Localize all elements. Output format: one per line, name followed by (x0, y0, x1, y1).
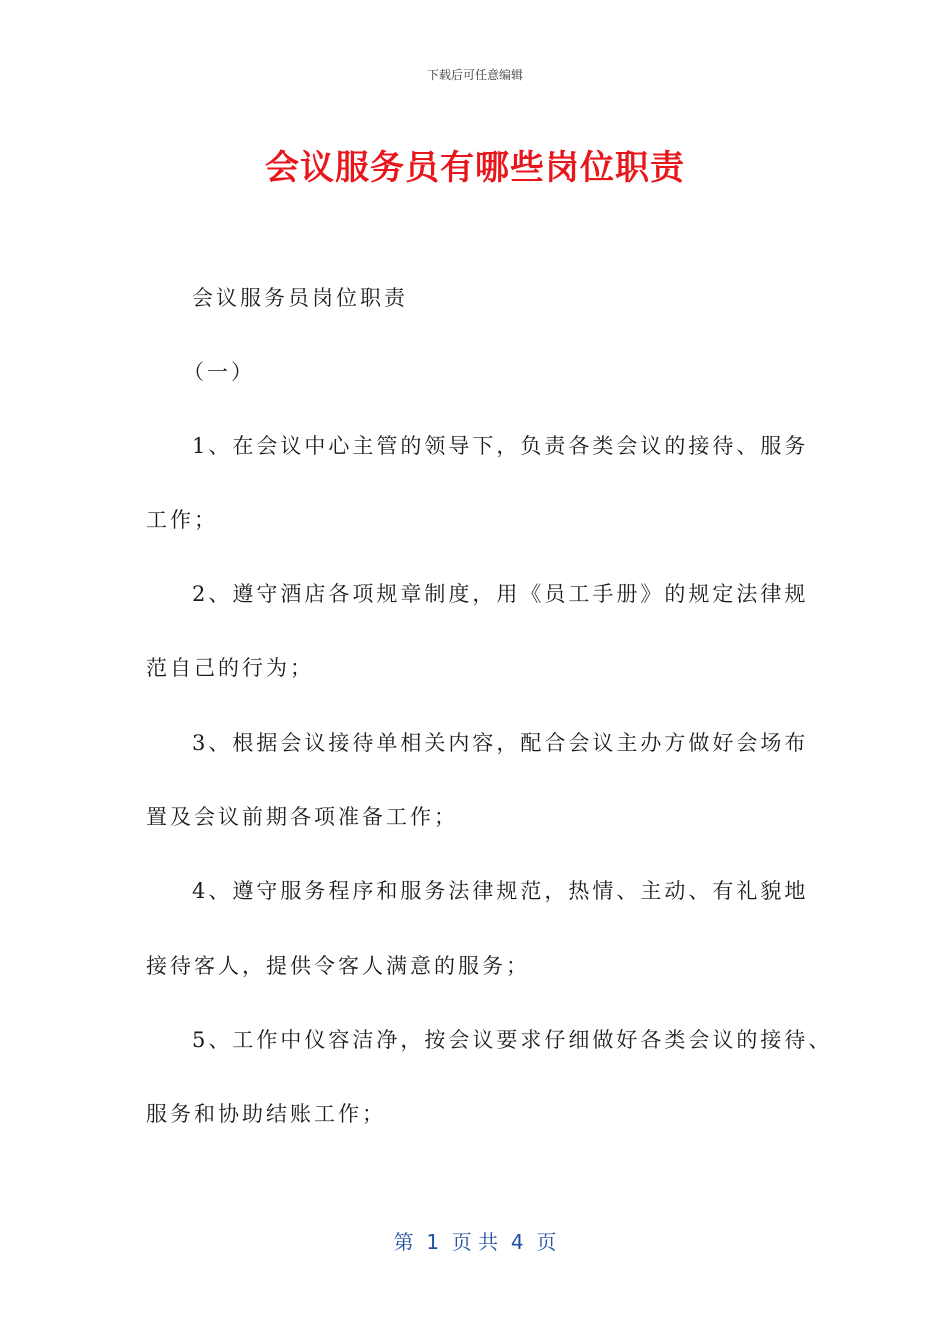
item-5-line-2: 服务和协助结账工作； (146, 1102, 386, 1126)
item-5-line-1: 5、工作中仪容洁净，按会议要求仔细做好各类会议的接待、 (192, 1028, 833, 1052)
item-4-line-1: 4、遵守服务程序和服务法律规范，热情、主动、有礼貌地 (192, 879, 809, 903)
item-4-line-2: 接待客人，提供令客人满意的服务； (146, 954, 530, 978)
item-1-line-2: 工作； (146, 508, 218, 532)
item-2-line-2: 范自己的行为； (146, 656, 314, 680)
item-2-line-1: 2、遵守酒店各项规章制度，用《员工手册》的规定法律规 (192, 582, 809, 606)
document-title: 会议服务员有哪些岗位职责 (265, 148, 685, 188)
page-footer: 第 1 页 共 4 页 (393, 1230, 557, 1254)
item-1-line-1: 1、在会议中心主管的领导下，负责各类会议的接待、服务 (192, 434, 809, 458)
header-note: 下载后可任意编辑 (426, 68, 523, 82)
item-3-line-2: 置及会议前期各项准备工作； (146, 805, 458, 829)
section-number: （一） (183, 360, 255, 384)
section-heading: 会议服务员岗位职责 (192, 286, 408, 310)
item-3-line-1: 3、根据会议接待单相关内容，配合会议主办方做好会场布 (192, 731, 809, 755)
